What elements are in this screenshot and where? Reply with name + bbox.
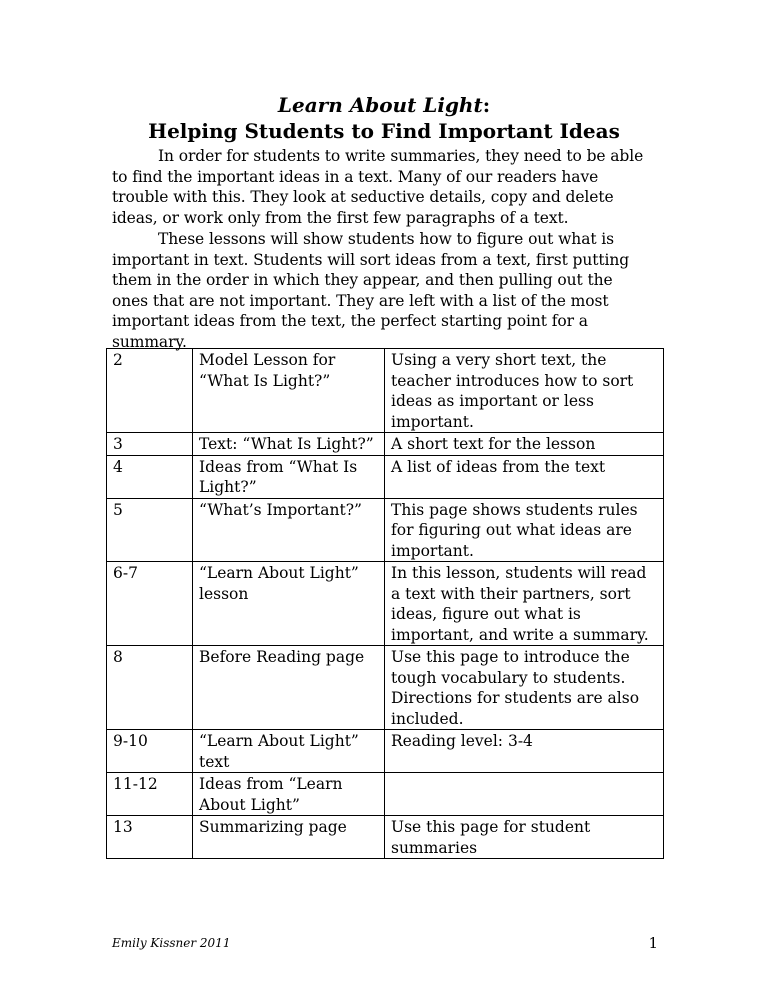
table-row <box>107 730 664 773</box>
page-cell: 6-7 <box>107 562 193 646</box>
page-cell: 13 <box>107 816 193 859</box>
intro-paragraph-2: These lessons will show students how to figure out what is important in text. Students will sort ideas from a text, first putting them in the order in which they appear, and then pulling out the ones that are not important. They are left with a list of the most important ideas from the text, the perfect starting point for a summary. <box>112 230 630 351</box>
description-cell: A short text for the lesson <box>385 433 664 456</box>
title-colon: : <box>482 93 491 117</box>
page-cell: 2 <box>107 349 193 433</box>
description-cell: In this lesson, students will read a text with their partners, sort ideas, figure out what is important, and write a summary. <box>385 562 664 646</box>
contents-table <box>106 348 664 859</box>
page-cell: 5 <box>107 498 193 562</box>
document-subtitle: Helping Students to Find Important Ideas <box>148 119 620 143</box>
table-row <box>107 562 664 646</box>
item-cell: Before Reading page <box>193 646 385 730</box>
item-cell: Summarizing page <box>193 816 385 859</box>
item-cell: Ideas from “What Is Light?” <box>193 455 385 498</box>
page-cell: 8 <box>107 646 193 730</box>
item-cell: “Learn About Light” lesson <box>193 562 385 646</box>
page-cell: 9-10 <box>107 730 193 773</box>
table-row <box>107 455 664 498</box>
table-row <box>107 433 664 456</box>
description-cell: A list of ideas from the text <box>385 455 664 498</box>
description-cell <box>385 773 664 816</box>
description-cell: This page shows students rules for figuring out what ideas are important. <box>385 498 664 562</box>
description-cell: Reading level: 3-4 <box>385 730 664 773</box>
item-cell: “Learn About Light” text <box>193 730 385 773</box>
document-title <box>0 92 768 118</box>
description-cell: Use this page for student summaries <box>385 816 664 859</box>
intro-paragraph-1: In order for students to write summaries, they need to be able to find the important ideas in a text. Many of our readers have trouble with this. They look at seductive details, copy and delete ideas, or work only from the first few paragraphs of a text. <box>112 147 644 227</box>
footer-author: Emily Kissner 2011 <box>112 936 231 950</box>
item-cell: Model Lesson for “What Is Light?” <box>193 349 385 433</box>
title-italic: Learn About Light <box>277 93 483 117</box>
table-row <box>107 816 664 859</box>
table-row <box>107 349 664 433</box>
table-row <box>107 498 664 562</box>
page-number: 1 <box>648 934 658 952</box>
item-cell: Ideas from “Learn About Light” <box>193 773 385 816</box>
description-cell: Using a very short text, the teacher introduces how to sort ideas as important or less important. <box>385 349 664 433</box>
page-cell: 11-12 <box>107 773 193 816</box>
item-cell: Text: “What Is Light?” <box>193 433 385 456</box>
page-cell: 3 <box>107 433 193 456</box>
item-cell: “What’s Important?” <box>193 498 385 562</box>
table-row <box>107 773 664 816</box>
table-row <box>107 646 664 730</box>
page-cell: 4 <box>107 455 193 498</box>
description-cell: Use this page to introduce the tough vocabulary to students. Directions for students are also included. <box>385 646 664 730</box>
